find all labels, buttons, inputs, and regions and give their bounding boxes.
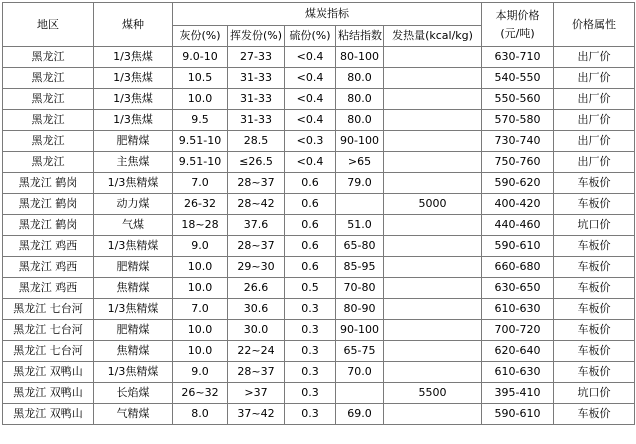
cell-ash: 7.0 — [173, 299, 228, 320]
cell-price: 400-420 — [482, 194, 554, 215]
cell-coal-type: 气精煤 — [94, 404, 173, 425]
cell-price: 630-650 — [482, 278, 554, 299]
cell-price-type: 出厂价 — [554, 152, 635, 173]
header-volatile: 挥发份(%) — [228, 26, 285, 47]
cell-heat — [384, 257, 482, 278]
cell-region: 黑龙江 双鸭山 — [3, 383, 94, 404]
table-row — [3, 236, 635, 257]
cell-price: 610-630 — [482, 299, 554, 320]
cell-volatile: 37~42 — [228, 404, 285, 425]
cell-price-type: 车板价 — [554, 404, 635, 425]
cell-heat: 5000 — [384, 194, 482, 215]
cell-heat — [384, 68, 482, 89]
cell-price-type: 出厂价 — [554, 68, 635, 89]
cell-ash: 9.51-10 — [173, 152, 228, 173]
cell-heat — [384, 299, 482, 320]
cell-ash: 10.0 — [173, 278, 228, 299]
table-row — [3, 89, 635, 110]
cell-price: 395-410 — [482, 383, 554, 404]
cell-volatile: 31-33 — [228, 89, 285, 110]
cell-region: 黑龙江 双鸭山 — [3, 404, 94, 425]
cell-caking: 90-100 — [336, 320, 384, 341]
header-price-type: 价格属性 — [554, 3, 635, 47]
cell-ash: 10.0 — [173, 341, 228, 362]
cell-coal-type: 1/3焦精煤 — [94, 236, 173, 257]
cell-price: 570-580 — [482, 110, 554, 131]
cell-caking: 80-90 — [336, 299, 384, 320]
table-row — [3, 68, 635, 89]
cell-sulfur: <0.4 — [285, 110, 336, 131]
cell-price-type: 出厂价 — [554, 110, 635, 131]
cell-heat — [384, 47, 482, 68]
cell-sulfur: 0.6 — [285, 236, 336, 257]
cell-caking: 79.0 — [336, 173, 384, 194]
cell-volatile: >37 — [228, 383, 285, 404]
cell-price-type: 出厂价 — [554, 131, 635, 152]
cell-volatile: ≤26.5 — [228, 152, 285, 173]
table-row — [3, 173, 635, 194]
cell-sulfur: 0.6 — [285, 257, 336, 278]
cell-heat — [384, 404, 482, 425]
cell-ash: 18~28 — [173, 215, 228, 236]
cell-sulfur: 0.3 — [285, 299, 336, 320]
cell-caking: 51.0 — [336, 215, 384, 236]
cell-heat — [384, 362, 482, 383]
header-indicators-group: 煤炭指标 — [173, 3, 482, 26]
cell-region: 黑龙江 — [3, 110, 94, 131]
cell-price: 660-680 — [482, 257, 554, 278]
cell-region: 黑龙江 鸡西 — [3, 257, 94, 278]
cell-price: 440-460 — [482, 215, 554, 236]
cell-heat — [384, 236, 482, 257]
header-region: 地区 — [3, 3, 94, 47]
cell-coal-type: 1/3焦煤 — [94, 68, 173, 89]
table-body — [3, 47, 635, 425]
cell-sulfur: <0.4 — [285, 68, 336, 89]
cell-region: 黑龙江 鸡西 — [3, 236, 94, 257]
cell-coal-type: 焦精煤 — [94, 278, 173, 299]
cell-sulfur: <0.4 — [285, 47, 336, 68]
cell-ash: 8.0 — [173, 404, 228, 425]
cell-price-type: 车板价 — [554, 299, 635, 320]
cell-volatile: 27-33 — [228, 47, 285, 68]
header-ash: 灰份(%) — [173, 26, 228, 47]
cell-region: 黑龙江 七台河 — [3, 299, 94, 320]
cell-volatile: 28~37 — [228, 362, 285, 383]
cell-ash: 26~32 — [173, 383, 228, 404]
cell-price: 540-550 — [482, 68, 554, 89]
cell-coal-type: 气煤 — [94, 215, 173, 236]
cell-coal-type: 肥精煤 — [94, 131, 173, 152]
header-heat: 发热量(kcal/kg) — [384, 26, 482, 47]
cell-heat — [384, 341, 482, 362]
cell-coal-type: 动力煤 — [94, 194, 173, 215]
cell-caking: 80.0 — [336, 89, 384, 110]
cell-price: 590-620 — [482, 173, 554, 194]
cell-caking: >65 — [336, 152, 384, 173]
table-row — [3, 383, 635, 404]
cell-price: 750-760 — [482, 152, 554, 173]
cell-ash: 10.5 — [173, 68, 228, 89]
table-row — [3, 320, 635, 341]
cell-price: 700-720 — [482, 320, 554, 341]
cell-heat: 5500 — [384, 383, 482, 404]
cell-volatile: 28.5 — [228, 131, 285, 152]
cell-region: 黑龙江 — [3, 152, 94, 173]
header-price-line1: 本期价格 — [495, 8, 540, 22]
header-price-line2: (元/吨) — [500, 26, 535, 40]
header-coal-type: 煤种 — [94, 3, 173, 47]
cell-ash: 10.0 — [173, 257, 228, 278]
cell-sulfur: <0.3 — [285, 131, 336, 152]
cell-coal-type: 1/3焦煤 — [94, 47, 173, 68]
cell-sulfur: 0.3 — [285, 404, 336, 425]
cell-region: 黑龙江 — [3, 68, 94, 89]
cell-caking: 70.0 — [336, 362, 384, 383]
cell-sulfur: <0.4 — [285, 89, 336, 110]
cell-volatile: 28~37 — [228, 173, 285, 194]
table-row — [3, 257, 635, 278]
cell-region: 黑龙江 鹤岗 — [3, 194, 94, 215]
table-row — [3, 194, 635, 215]
cell-sulfur: 0.6 — [285, 194, 336, 215]
cell-price: 550-560 — [482, 89, 554, 110]
cell-caking — [336, 194, 384, 215]
cell-region: 黑龙江 鸡西 — [3, 278, 94, 299]
cell-heat — [384, 173, 482, 194]
table-row — [3, 152, 635, 173]
cell-region: 黑龙江 双鸭山 — [3, 362, 94, 383]
cell-volatile: 22~24 — [228, 341, 285, 362]
cell-price-type: 车板价 — [554, 341, 635, 362]
cell-coal-type: 1/3焦煤 — [94, 89, 173, 110]
cell-price-type: 出厂价 — [554, 47, 635, 68]
cell-price-type: 车板价 — [554, 236, 635, 257]
cell-sulfur: 0.6 — [285, 215, 336, 236]
cell-region: 黑龙江 — [3, 47, 94, 68]
cell-price: 630-710 — [482, 47, 554, 68]
cell-price: 620-640 — [482, 341, 554, 362]
table-row — [3, 362, 635, 383]
table-header — [3, 3, 635, 47]
cell-volatile: 37.6 — [228, 215, 285, 236]
cell-caking: 80.0 — [336, 68, 384, 89]
cell-sulfur: 0.3 — [285, 320, 336, 341]
table-row — [3, 47, 635, 68]
cell-price-type: 车板价 — [554, 362, 635, 383]
cell-volatile: 31-33 — [228, 110, 285, 131]
cell-caking: 90-100 — [336, 131, 384, 152]
table-row — [3, 404, 635, 425]
cell-price: 590-610 — [482, 404, 554, 425]
cell-price-type: 车板价 — [554, 194, 635, 215]
cell-sulfur: 0.3 — [285, 362, 336, 383]
cell-coal-type: 1/3焦煤 — [94, 110, 173, 131]
cell-volatile: 29~30 — [228, 257, 285, 278]
cell-caking — [336, 383, 384, 404]
cell-ash: 26-32 — [173, 194, 228, 215]
cell-price-type: 出厂价 — [554, 89, 635, 110]
cell-ash: 9.0 — [173, 362, 228, 383]
cell-ash: 9.5 — [173, 110, 228, 131]
cell-price-type: 车板价 — [554, 173, 635, 194]
cell-volatile: 30.0 — [228, 320, 285, 341]
table-row — [3, 278, 635, 299]
cell-heat — [384, 215, 482, 236]
cell-coal-type: 1/3焦精煤 — [94, 173, 173, 194]
cell-coal-type: 1/3焦精煤 — [94, 299, 173, 320]
table-row — [3, 131, 635, 152]
cell-heat — [384, 278, 482, 299]
cell-coal-type: 肥精煤 — [94, 320, 173, 341]
cell-ash: 9.51-10 — [173, 131, 228, 152]
header-sulfur: 硫份(%) — [285, 26, 336, 47]
cell-coal-type: 长焰煤 — [94, 383, 173, 404]
cell-price: 610-630 — [482, 362, 554, 383]
cell-price: 590-610 — [482, 236, 554, 257]
cell-price-type: 车板价 — [554, 278, 635, 299]
cell-coal-type: 1/3焦精煤 — [94, 362, 173, 383]
cell-region: 黑龙江 七台河 — [3, 320, 94, 341]
cell-ash: 10.0 — [173, 320, 228, 341]
cell-sulfur: 0.5 — [285, 278, 336, 299]
cell-price-type: 坑口价 — [554, 215, 635, 236]
cell-ash: 9.0-10 — [173, 47, 228, 68]
cell-heat — [384, 152, 482, 173]
cell-region: 黑龙江 — [3, 131, 94, 152]
cell-volatile: 30.6 — [228, 299, 285, 320]
cell-caking: 80.0 — [336, 110, 384, 131]
cell-sulfur: <0.4 — [285, 152, 336, 173]
cell-coal-type: 主焦煤 — [94, 152, 173, 173]
cell-volatile: 28~37 — [228, 236, 285, 257]
cell-caking: 65-80 — [336, 236, 384, 257]
cell-region: 黑龙江 七台河 — [3, 341, 94, 362]
cell-caking: 80-100 — [336, 47, 384, 68]
cell-ash: 9.0 — [173, 236, 228, 257]
cell-region: 黑龙江 鹤岗 — [3, 215, 94, 236]
cell-price-type: 坑口价 — [554, 383, 635, 404]
table-row — [3, 299, 635, 320]
table-row — [3, 110, 635, 131]
cell-price-type: 车板价 — [554, 257, 635, 278]
cell-coal-type: 焦精煤 — [94, 341, 173, 362]
header-caking: 粘结指数 — [336, 26, 384, 47]
coal-price-table — [2, 2, 635, 425]
cell-price-type: 车板价 — [554, 320, 635, 341]
cell-volatile: 26.6 — [228, 278, 285, 299]
header-price — [482, 3, 554, 47]
cell-volatile: 28~42 — [228, 194, 285, 215]
cell-caking: 65-75 — [336, 341, 384, 362]
table-row — [3, 341, 635, 362]
cell-caking: 70-80 — [336, 278, 384, 299]
cell-region: 黑龙江 鹤岗 — [3, 173, 94, 194]
cell-caking: 69.0 — [336, 404, 384, 425]
cell-sulfur: 0.3 — [285, 383, 336, 404]
cell-ash: 7.0 — [173, 173, 228, 194]
cell-heat — [384, 131, 482, 152]
table-row — [3, 215, 635, 236]
cell-sulfur: 0.3 — [285, 341, 336, 362]
cell-heat — [384, 110, 482, 131]
cell-sulfur: 0.6 — [285, 173, 336, 194]
cell-ash: 10.0 — [173, 89, 228, 110]
cell-heat — [384, 89, 482, 110]
cell-volatile: 31-33 — [228, 68, 285, 89]
cell-region: 黑龙江 — [3, 89, 94, 110]
cell-coal-type: 肥精煤 — [94, 257, 173, 278]
cell-caking: 85-95 — [336, 257, 384, 278]
cell-heat — [384, 320, 482, 341]
cell-price: 730-740 — [482, 131, 554, 152]
